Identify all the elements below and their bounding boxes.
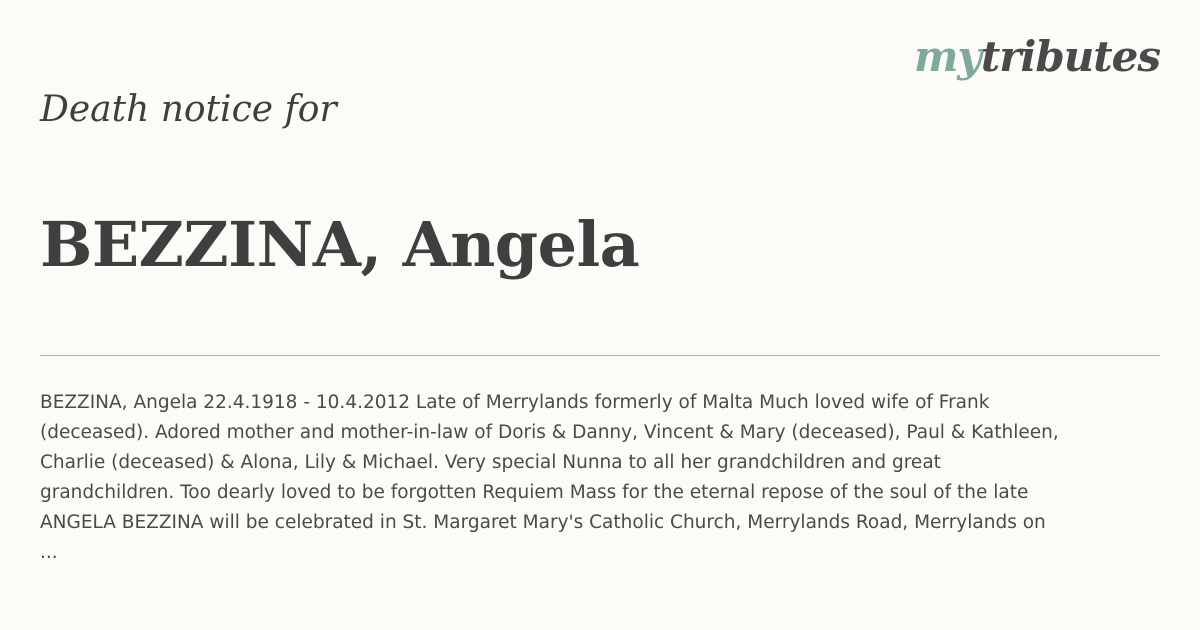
notice-line: Charlie (deceased) & Alona, Lily & Michael. Very special Nunna to all her grandchildren and great <box>40 452 941 473</box>
notice-text <box>40 388 1160 568</box>
section-divider <box>40 355 1160 356</box>
logo-suffix: tributes <box>980 32 1160 81</box>
notice-type-heading: Death notice for <box>40 89 337 130</box>
notice-ellipsis: ... <box>40 542 58 563</box>
notice-line: grandchildren. Too dearly loved to be forgotten Requiem Mass for the eternal repose of the soul of the late <box>40 482 1029 503</box>
notice-line: (deceased). Adored mother and mother-in-law of Doris & Danny, Vincent & Mary (deceased), Paul & Kathleen, <box>40 422 1059 443</box>
notice-line: ANGELA BEZZINA will be celebrated in St. Margaret Mary's Catholic Church, Merrylands Road, Merrylands on <box>40 512 1046 533</box>
notice-line: BEZZINA, Angela 22.4.1918 - 10.4.2012 Late of Merrylands formerly of Malta Much loved wife of Frank <box>40 392 990 413</box>
logo-prefix: my <box>913 32 981 81</box>
mytributes-logo[interactable] <box>913 32 1160 81</box>
deceased-name: BEZZINA, Angela <box>40 208 640 281</box>
